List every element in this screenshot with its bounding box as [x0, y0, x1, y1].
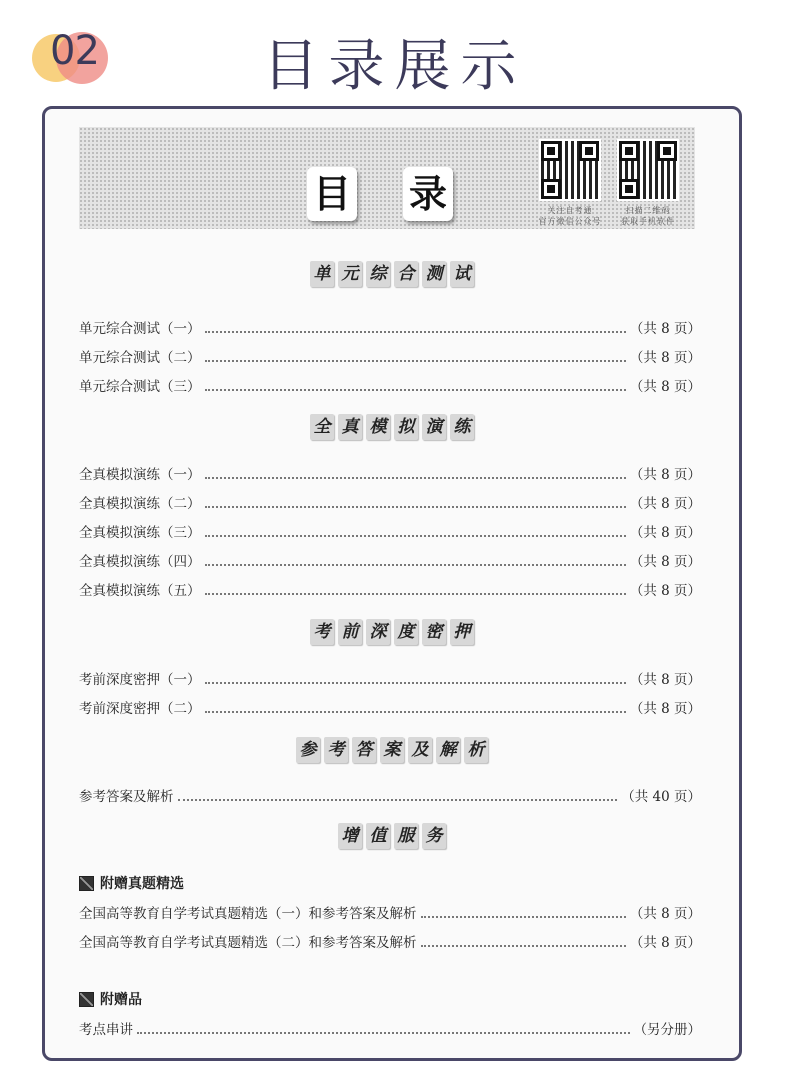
toc-title-char-1: 目 — [307, 167, 357, 221]
qr-wechat[interactable] — [535, 139, 605, 227]
section-title-char: 答 — [352, 737, 376, 763]
toc-entry[interactable] — [79, 492, 701, 512]
toc-entry-pages: （共 8 页） — [629, 496, 701, 512]
leader-dots — [205, 359, 626, 362]
qr-caption-line: 扫描二维码 — [625, 206, 671, 215]
section-header-unit-tests — [45, 261, 739, 287]
leader-dots — [205, 681, 626, 684]
section-title-char: 值 — [366, 823, 390, 849]
section-title-char: 案 — [380, 737, 404, 763]
section-header-mock-exams — [45, 414, 739, 440]
toc-entry-name: 单元综合测试（三） — [79, 379, 201, 395]
toc-entry-pages: （另分册） — [633, 1022, 701, 1038]
toc-entry[interactable] — [79, 785, 701, 805]
section-header-final-drills — [45, 619, 739, 645]
section-title-char: 解 — [436, 737, 460, 763]
toc-entry-name: 考点串讲 — [79, 1022, 133, 1038]
section-title-char: 测 — [422, 261, 446, 287]
toc-entry[interactable] — [79, 697, 701, 717]
toc-entry-name: 全真模拟演练（一） — [79, 467, 201, 483]
section-title-char: 考 — [310, 619, 334, 645]
section-title-char: 全 — [310, 414, 334, 440]
toc-entry-name: 考前深度密押（一） — [79, 672, 201, 688]
leader-dots — [421, 944, 626, 947]
toc-entry-name: 全国高等教育自学考试真题精选（二）和参考答案及解析 — [79, 935, 417, 951]
toc-entry[interactable] — [79, 1018, 701, 1038]
toc-entry-pages: （共 8 页） — [629, 554, 701, 570]
leader-dots — [137, 1031, 630, 1034]
section-title-char: 单 — [310, 261, 334, 287]
section-title-char: 析 — [464, 737, 488, 763]
square-bullet-icon — [79, 992, 94, 1007]
toc-entry-name: 全国高等教育自学考试真题精选（一）和参考答案及解析 — [79, 906, 417, 922]
toc-entry[interactable] — [79, 668, 701, 688]
toc-entry-pages: （共 8 页） — [629, 672, 701, 688]
section-title-char: 综 — [366, 261, 390, 287]
toc-entry-pages: （共 8 页） — [629, 379, 701, 395]
square-bullet-icon — [79, 876, 94, 891]
section-title-char: 密 — [422, 619, 446, 645]
section-header-answers — [45, 737, 739, 763]
leader-dots — [205, 563, 626, 566]
toc-entry-pages: （共 8 页） — [629, 935, 701, 951]
toc-entry[interactable] — [79, 902, 701, 922]
leader-dots — [205, 534, 626, 537]
section-title-char: 演 — [422, 414, 446, 440]
toc-entry[interactable] — [79, 346, 701, 366]
toc-entry[interactable] — [79, 317, 701, 337]
qr-app[interactable] — [613, 139, 683, 227]
leader-dots — [205, 388, 626, 391]
toc-entry-name: 考前深度密押（二） — [79, 701, 201, 717]
section-title-char: 拟 — [394, 414, 418, 440]
subsection-title: 附赠品 — [100, 992, 142, 1008]
subsection-heading — [79, 989, 142, 1009]
section-header-value-added — [45, 823, 739, 849]
section-title-char: 增 — [338, 823, 362, 849]
toc-page — [42, 106, 742, 1061]
toc-entry-pages: （共 8 页） — [629, 583, 701, 599]
leader-dots — [205, 476, 626, 479]
section-title-char: 练 — [450, 414, 474, 440]
leader-dots — [205, 710, 626, 713]
subsection-title: 附赠真题精选 — [100, 876, 184, 892]
toc-entry-name: 单元综合测试（二） — [79, 350, 201, 366]
section-title-char: 前 — [338, 619, 362, 645]
toc-entry-name: 单元综合测试（一） — [79, 321, 201, 337]
toc-entry-pages: （共 40 页） — [621, 789, 701, 805]
subsection-heading — [79, 873, 184, 893]
section-title-char: 及 — [408, 737, 432, 763]
toc-entry-name: 全真模拟演练（五） — [79, 583, 201, 599]
leader-dots — [205, 592, 626, 595]
toc-entry-pages: （共 8 页） — [629, 321, 701, 337]
section-title-char: 考 — [324, 737, 348, 763]
toc-title-band — [79, 127, 695, 229]
toc-entry-pages: （共 8 页） — [629, 525, 701, 541]
section-title-char: 深 — [366, 619, 390, 645]
qr-code-icon — [617, 139, 679, 201]
section-title-char: 服 — [394, 823, 418, 849]
toc-entry-name: 全真模拟演练（四） — [79, 554, 201, 570]
toc-entry-name: 全真模拟演练（二） — [79, 496, 201, 512]
qr-caption-line: 官方微信公众号 — [538, 217, 602, 226]
toc-entry-name: 全真模拟演练（三） — [79, 525, 201, 541]
qr-caption-line: 关注自考通 — [547, 206, 593, 215]
section-title-char: 押 — [450, 619, 474, 645]
toc-entry[interactable] — [79, 521, 701, 541]
toc-entry-pages: （共 8 页） — [629, 467, 701, 483]
section-title-char: 元 — [338, 261, 362, 287]
toc-entry[interactable] — [79, 579, 701, 599]
section-title-char: 模 — [366, 414, 390, 440]
leader-dots — [205, 330, 626, 333]
leader-dots — [205, 505, 626, 508]
qr-code-icon — [539, 139, 601, 201]
leader-dots — [178, 798, 618, 801]
section-title-char: 真 — [338, 414, 362, 440]
toc-entry-pages: （共 8 页） — [629, 906, 701, 922]
badge-number: 02 — [50, 28, 99, 74]
toc-entry[interactable] — [79, 931, 701, 951]
toc-entry-pages: （共 8 页） — [629, 350, 701, 366]
toc-entry[interactable] — [79, 550, 701, 570]
qr-caption-line: 获取手机软件 — [621, 217, 675, 226]
page-title: 目录展示 — [262, 34, 527, 99]
toc-entry-pages: （共 8 页） — [629, 701, 701, 717]
section-title-char: 务 — [422, 823, 446, 849]
section-title-char: 试 — [450, 261, 474, 287]
toc-title-char-2: 录 — [403, 167, 453, 221]
leader-dots — [421, 915, 626, 918]
section-title-char: 度 — [394, 619, 418, 645]
toc-entry[interactable] — [79, 375, 701, 395]
toc-entry[interactable] — [79, 463, 701, 483]
toc-entry-name: 参考答案及解析 — [79, 789, 174, 805]
section-title-char: 合 — [394, 261, 418, 287]
section-title-char: 参 — [296, 737, 320, 763]
